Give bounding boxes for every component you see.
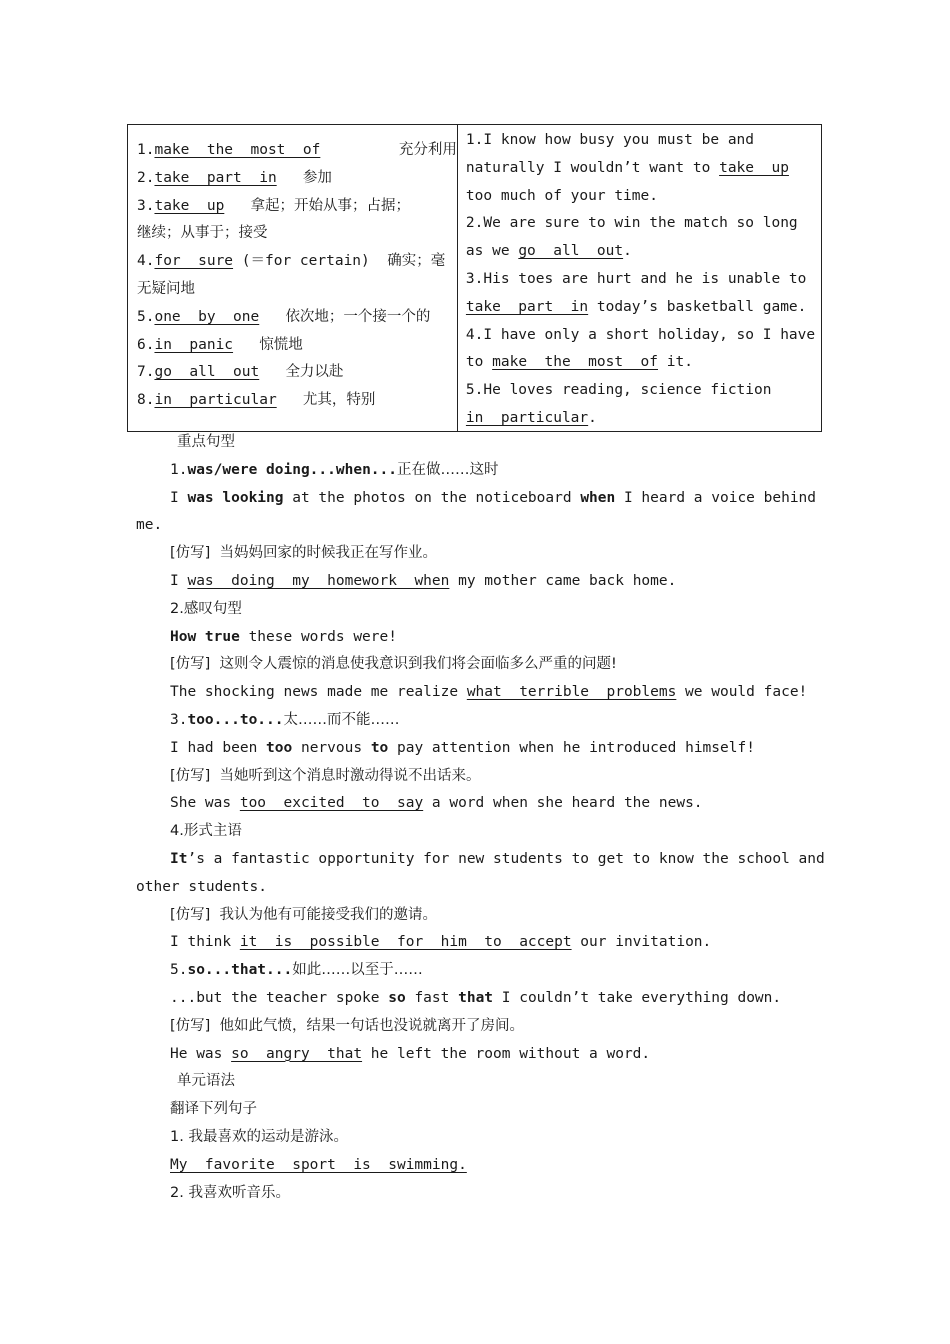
phrase-item: 2.take part in 参加 xyxy=(137,169,332,186)
imitation-answer: I was doing my homework when my mother came back home. xyxy=(170,572,677,589)
example-line: 1.I know how busy you must be and xyxy=(465,132,755,148)
phrase-item: 7.go all out 全力以赴 xyxy=(137,364,344,381)
section-title: 重点句型 xyxy=(177,434,235,450)
example-line: 3.His toes are hurt and he is unable to xyxy=(465,270,807,287)
example-line: 2.We are sure to win the match so long xyxy=(465,215,798,232)
phrase-item: 6.in panic 惊慌地 xyxy=(137,336,303,353)
exercise-answer: My favorite sport is swimming. xyxy=(170,1156,467,1173)
example-line: take part in today’s basketball game. xyxy=(465,298,807,315)
imitation-answer: The shocking news made me realize what terrible problems we would face! xyxy=(170,684,808,701)
imitation-prompt: [仿写] 当妈妈回家的时候我正在写作业。 xyxy=(170,545,438,562)
imitation-prompt: [仿写] 这则令人震惊的消息使我意识到我们将会面临多么严重的问题! xyxy=(170,656,617,673)
pattern-heading: 5.so...that...如此……以至于…… xyxy=(170,962,423,979)
imitation-prompt: [仿写] 当她听到这个消息时激动得说不出话来。 xyxy=(170,767,481,784)
example-line: to make the most of it. xyxy=(465,354,693,371)
example-sentences xyxy=(458,125,823,431)
phrase-item: 3.take up 拿起；开始从事；占据； xyxy=(137,197,411,214)
phrase-item: 4.for sure (＝for certain) 确实；毫 xyxy=(137,253,446,270)
imitation-prompt: [仿写] 他如此气愤，结果一句话也没说就离开了房间。 xyxy=(170,1017,525,1034)
pattern-example-cont: me. xyxy=(136,517,163,534)
pattern-heading: 1.was/were doing...when...正在做……这时 xyxy=(170,461,499,478)
example-line: 5.He loves reading, science fiction xyxy=(465,382,772,399)
pattern-example: I had been too nervous to pay attention when he introduced himself! xyxy=(170,739,755,756)
pattern-heading: 2.感叹句型 xyxy=(170,600,242,617)
pattern-example: It’s a fantastic opportunity for new students to get to know the school and xyxy=(170,850,825,867)
main-content xyxy=(136,429,826,1207)
phrase-item: 1.make the most of 充分利用 xyxy=(137,142,457,158)
imitation-answer: I think it is possible for him to accept our invitation. xyxy=(170,934,712,951)
example-line: as we go all out. xyxy=(465,243,632,260)
pattern-example: How true these words were! xyxy=(170,628,397,645)
example-line: in particular. xyxy=(465,409,597,426)
exercise-instruction: 翻译下列句子 xyxy=(170,1101,257,1118)
exercise-question: 2. 我喜欢听音乐。 xyxy=(170,1184,290,1201)
phrase-list xyxy=(128,125,458,431)
phrase-item: 8.in particular 尤其，特别 xyxy=(137,392,376,409)
imitation-answer: He was so angry that he left the room without a word. xyxy=(170,1045,651,1062)
pattern-example: I was looking at the photos on the noticeboard when I heard a voice behind xyxy=(170,489,817,506)
phrase-item-continued: 继续；从事于；接受 xyxy=(137,225,268,242)
imitation-prompt: [仿写] 我认为他有可能接受我们的邀请。 xyxy=(170,906,438,923)
exercise-question: 1. 我最喜欢的运动是游泳。 xyxy=(170,1128,348,1145)
example-line: 4.I have only a short holiday, so I have xyxy=(465,326,816,343)
imitation-answer: She was too excited to say a word when she heard the news. xyxy=(170,795,703,812)
pattern-example: ...but the teacher spoke so fast that I couldn’t take everything down. xyxy=(170,989,782,1006)
pattern-example-cont: other students. xyxy=(136,878,267,895)
phrase-table xyxy=(127,124,822,432)
pattern-heading: 4.形式主语 xyxy=(170,823,242,840)
example-line: too much of your time. xyxy=(465,187,658,204)
phrase-item: 5.one by one 依次地；一个接一个的 xyxy=(137,308,431,325)
example-line: naturally I wouldn’t want to take up xyxy=(465,159,789,176)
phrase-item-continued: 无疑问地 xyxy=(137,280,195,297)
pattern-heading: 3.too...to...太……而不能…… xyxy=(170,711,400,728)
section-title: 单元语法 xyxy=(177,1073,235,1090)
